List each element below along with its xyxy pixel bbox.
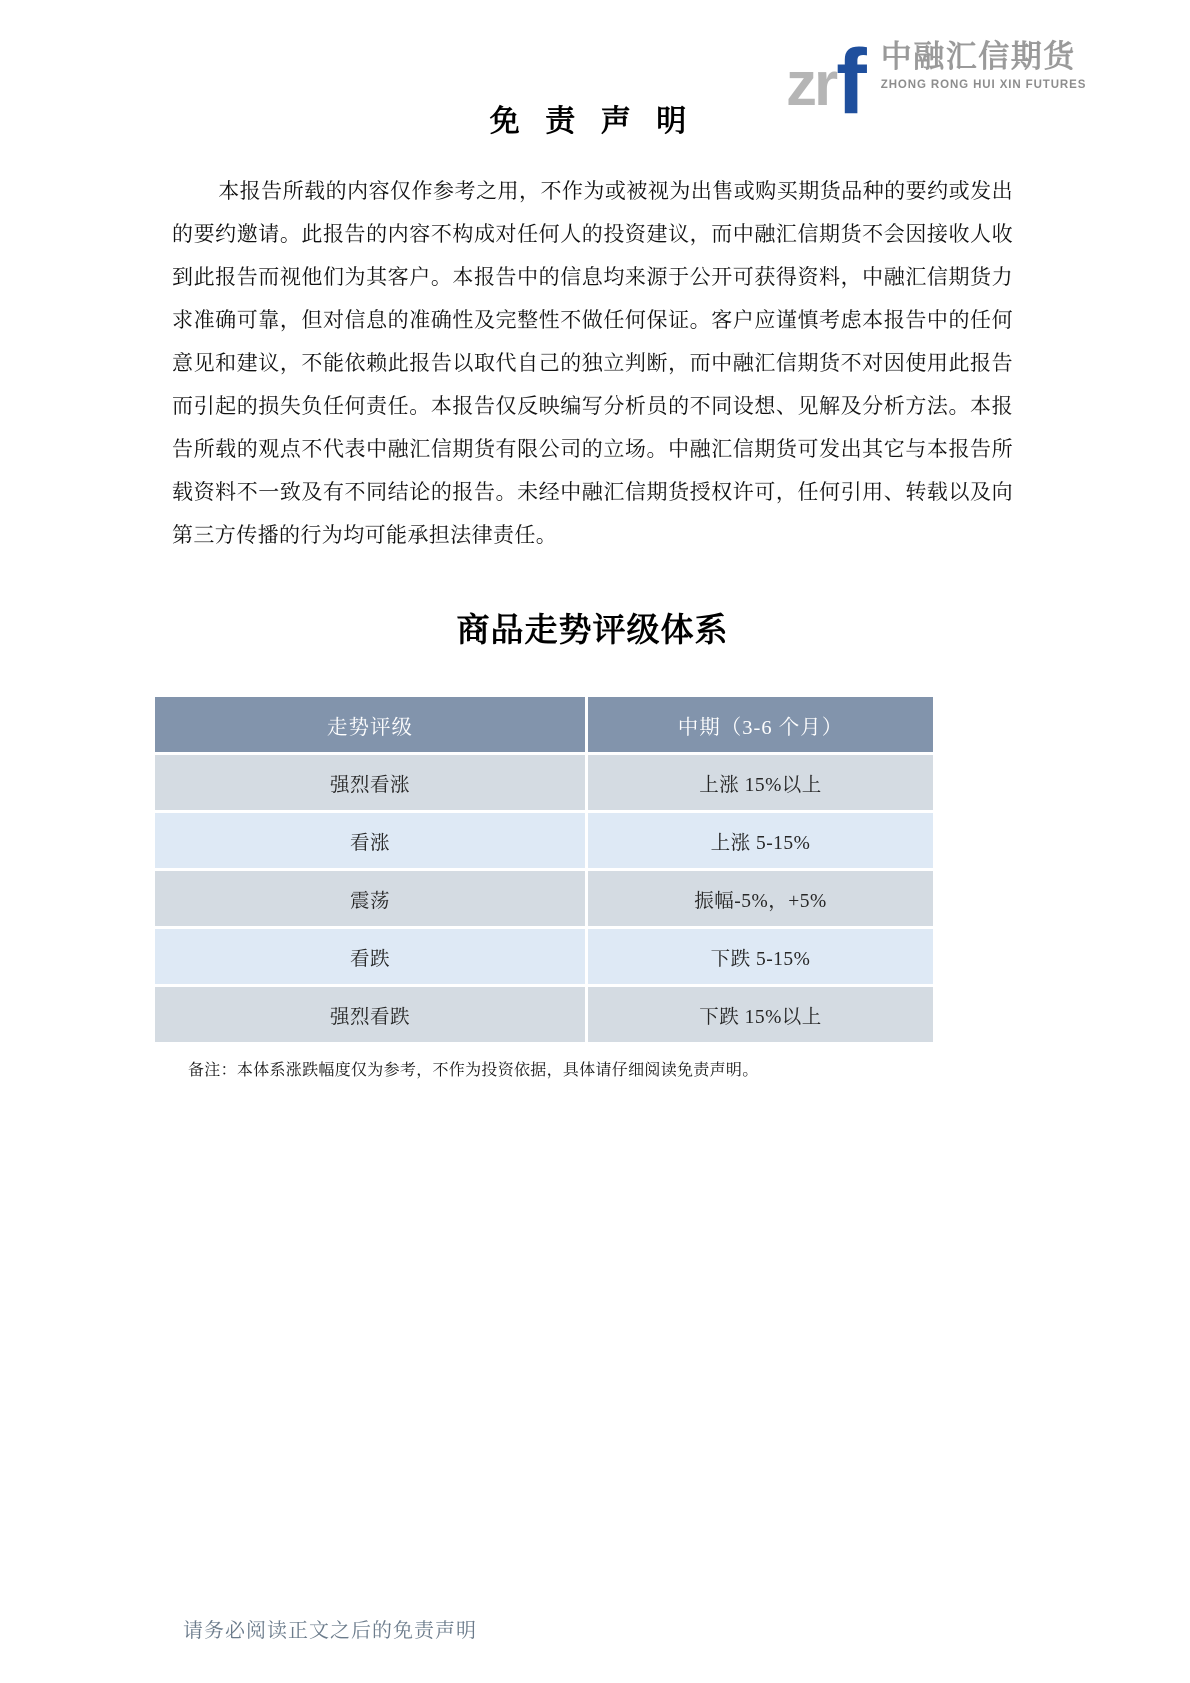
page-title: 免 责 声 明 [489, 105, 696, 138]
company-name-chinese: 中融汇信期货 [880, 39, 1076, 74]
rating-table [155, 697, 933, 1045]
company-logo [786, 24, 1087, 133]
rating-cell: 看跌 [155, 929, 585, 984]
midterm-cell: 振幅-5%，+5% [588, 871, 933, 926]
table-row [155, 929, 933, 984]
table-row [155, 813, 933, 868]
rating-table-note: 备注：本体系涨跌幅度仅为参考，不作为投资依据，具体请仔细阅读免责声明。 [188, 1062, 759, 1079]
rating-cell: 强烈看涨 [155, 755, 585, 810]
midterm-cell: 上涨 15%以上 [588, 755, 933, 810]
table-header-row [155, 697, 933, 752]
midterm-cell: 上涨 5-15% [588, 813, 933, 868]
midterm-cell: 下跌 15%以上 [588, 987, 933, 1042]
rating-cell: 强烈看跌 [155, 987, 585, 1042]
rating-section-title: 商品走势评级体系 [456, 613, 729, 649]
page-footer-disclaimer: 请务必阅读正文之后的免责声明 [183, 1620, 477, 1642]
zrf-logo-icon [786, 24, 867, 133]
table-row [155, 871, 933, 926]
company-name-block [881, 24, 1087, 91]
logo-letter-f: f [836, 31, 867, 133]
table-row [155, 987, 933, 1042]
rating-cell: 看涨 [155, 813, 585, 868]
table-row [155, 755, 933, 810]
column-header-midterm: 中期（3-6 个月） [588, 697, 933, 752]
column-header-rating: 走势评级 [155, 697, 585, 752]
logo-letters-zr: zr [786, 50, 836, 119]
midterm-cell: 下跌 5-15% [588, 929, 933, 984]
company-name-english: ZHONG RONG HUI XIN FUTURES [880, 79, 1087, 92]
rating-cell: 震荡 [155, 871, 585, 926]
disclaimer-paragraph: 本报告所载的内容仅作参考之用，不作为或被视为出售或购买期货品种的要约或发出的要约邀请。此报告的内容不构成对任何人的投资建议，而中融汇信期货不会因接收人收到此报告而视他们为其客户。本报告中的信息均来源于公开可获得资料，中融汇信期货力求准确可靠，但对信息的准确性及完整性不做任何保证。客户应谨慎考虑本报告中的任何意见和建议，不能依赖此报告以取代自己的独立判断，而中融汇信期货不对因使用此报告而引起的损失负任何责任。本报告仅反映编写分析员的不同设想、见解及分析方法。本报告所载的观点不代表中融汇信期货有限公司的立场。中融汇信期货可发出其它与本报告所载资料不一致及有不同结论的报告。未经中融汇信期货授权许可，任何引用、转载以及向第三方传播的行为均可能承担法律责任。 [172, 179, 1013, 547]
